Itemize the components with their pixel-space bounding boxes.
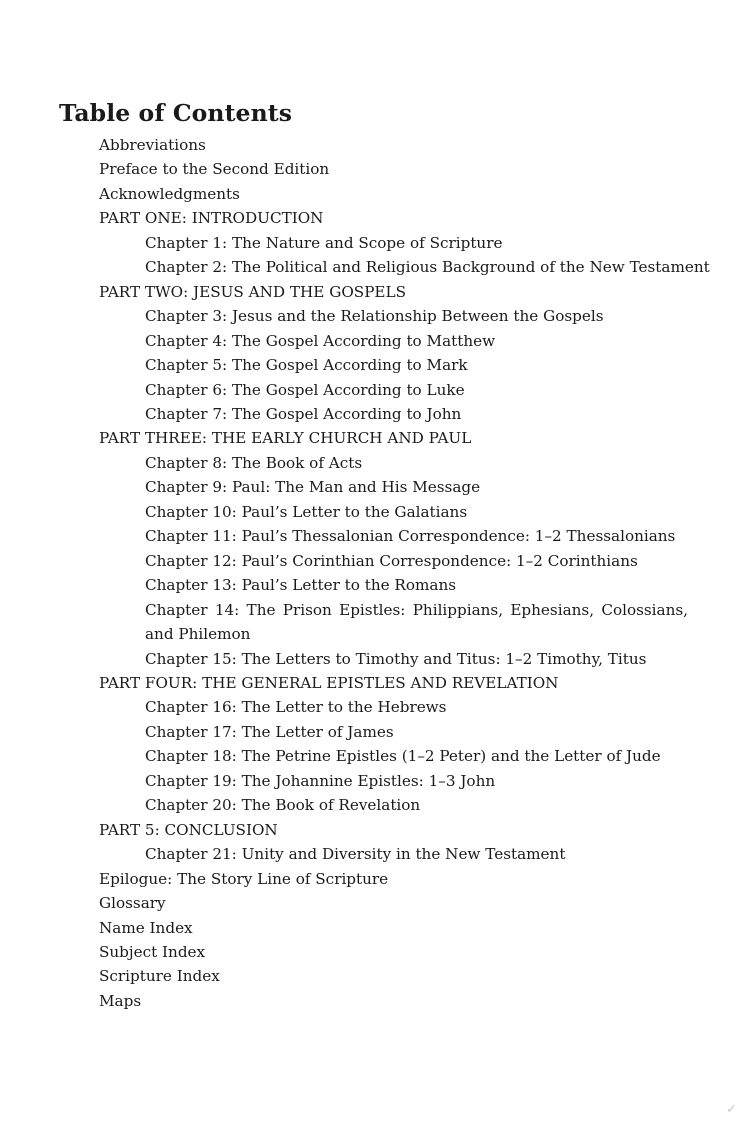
- toc-entry-chapter[interactable]: Chapter 20: The Book of Revelation: [145, 796, 421, 815]
- toc-entry-chapter[interactable]: Chapter 21: Unity and Diversity in the New Testament: [145, 845, 566, 864]
- toc-entry-chapter[interactable]: Chapter 1: The Nature and Scope of Scripture: [145, 233, 503, 252]
- toc-entry-part[interactable]: PART FOUR: THE GENERAL EPISTLES AND REVELATION: [99, 673, 559, 692]
- toc-entry-front[interactable]: Abbreviations: [99, 136, 206, 154]
- toc-entry-chapter[interactable]: Chapter 13: Paul’s Letter to the Romans: [145, 576, 457, 595]
- toc-entry-back[interactable]: Scripture Index: [99, 967, 220, 986]
- toc-entry-front[interactable]: Acknowledgments: [99, 184, 240, 203]
- toc-entry-chapter[interactable]: Chapter 8: The Book of Acts: [145, 453, 363, 472]
- toc-entry-back[interactable]: Epilogue: The Story Line of Scripture: [99, 869, 389, 888]
- toc-entry-chapter[interactable]: Chapter 12: Paul’s Corinthian Correspondence: 1–2 Corinthians: [145, 551, 638, 570]
- toc-entry-chapter[interactable]: Chapter 14: The Prison Epistles: Philippians, Ephesians, Colossians, and Philemon: [145, 600, 688, 644]
- toc-entry-back[interactable]: Maps: [99, 991, 142, 1010]
- toc-entry-list: [99, 133, 710, 1013]
- toc-entry-chapter[interactable]: Chapter 16: The Letter to the Hebrews: [145, 698, 447, 717]
- toc-entry-chapter[interactable]: Chapter 9: Paul: The Man and His Message: [145, 478, 481, 497]
- toc-entry-chapter[interactable]: Chapter 19: The Johannine Epistles: 1–3 John: [145, 771, 496, 790]
- toc-entry-part[interactable]: PART THREE: THE EARLY CHURCH AND PAUL: [99, 429, 472, 448]
- toc-entry-chapter[interactable]: Chapter 4: The Gospel According to Matthew: [145, 331, 496, 350]
- toc-entry-chapter[interactable]: Chapter 15: The Letters to Timothy and Titus: 1–2 Timothy, Titus: [145, 649, 647, 668]
- page-title: Table of Contents: [59, 98, 293, 127]
- toc-entry-chapter[interactable]: Chapter 2: The Political and Religious Background of the New Testament: [145, 258, 710, 277]
- corner-check-icon: ✓: [726, 1102, 737, 1117]
- toc-entry-chapter[interactable]: Chapter 11: Paul’s Thessalonian Correspondence: 1–2 Thessalonians: [145, 527, 676, 546]
- toc-entry-back[interactable]: Name Index: [99, 918, 193, 937]
- toc-entry-part[interactable]: PART TWO: JESUS AND THE GOSPELS: [99, 282, 406, 301]
- toc-entry-chapter[interactable]: Chapter 5: The Gospel According to Mark: [145, 356, 468, 375]
- toc-entry-chapter[interactable]: Chapter 6: The Gospel According to Luke: [145, 380, 465, 399]
- toc-entry-chapter[interactable]: Chapter 10: Paul’s Letter to the Galatians: [145, 502, 468, 521]
- toc-entry-front[interactable]: Preface to the Second Edition: [99, 160, 330, 179]
- toc-entry-chapter[interactable]: Chapter 7: The Gospel According to John: [145, 404, 462, 423]
- toc-entry-chapter[interactable]: Chapter 17: The Letter of James: [145, 722, 394, 741]
- toc-entry-part[interactable]: PART 5: CONCLUSION: [99, 820, 278, 839]
- toc-entry-part[interactable]: PART ONE: INTRODUCTION: [99, 209, 324, 228]
- toc-entry-chapter[interactable]: Chapter 18: The Petrine Epistles (1–2 Peter) and the Letter of Jude: [145, 747, 661, 766]
- toc-entry-back[interactable]: Subject Index: [99, 942, 206, 961]
- toc-entry-back[interactable]: Glossary: [99, 894, 166, 913]
- toc-entry-chapter[interactable]: Chapter 3: Jesus and the Relationship Between the Gospels: [145, 307, 604, 326]
